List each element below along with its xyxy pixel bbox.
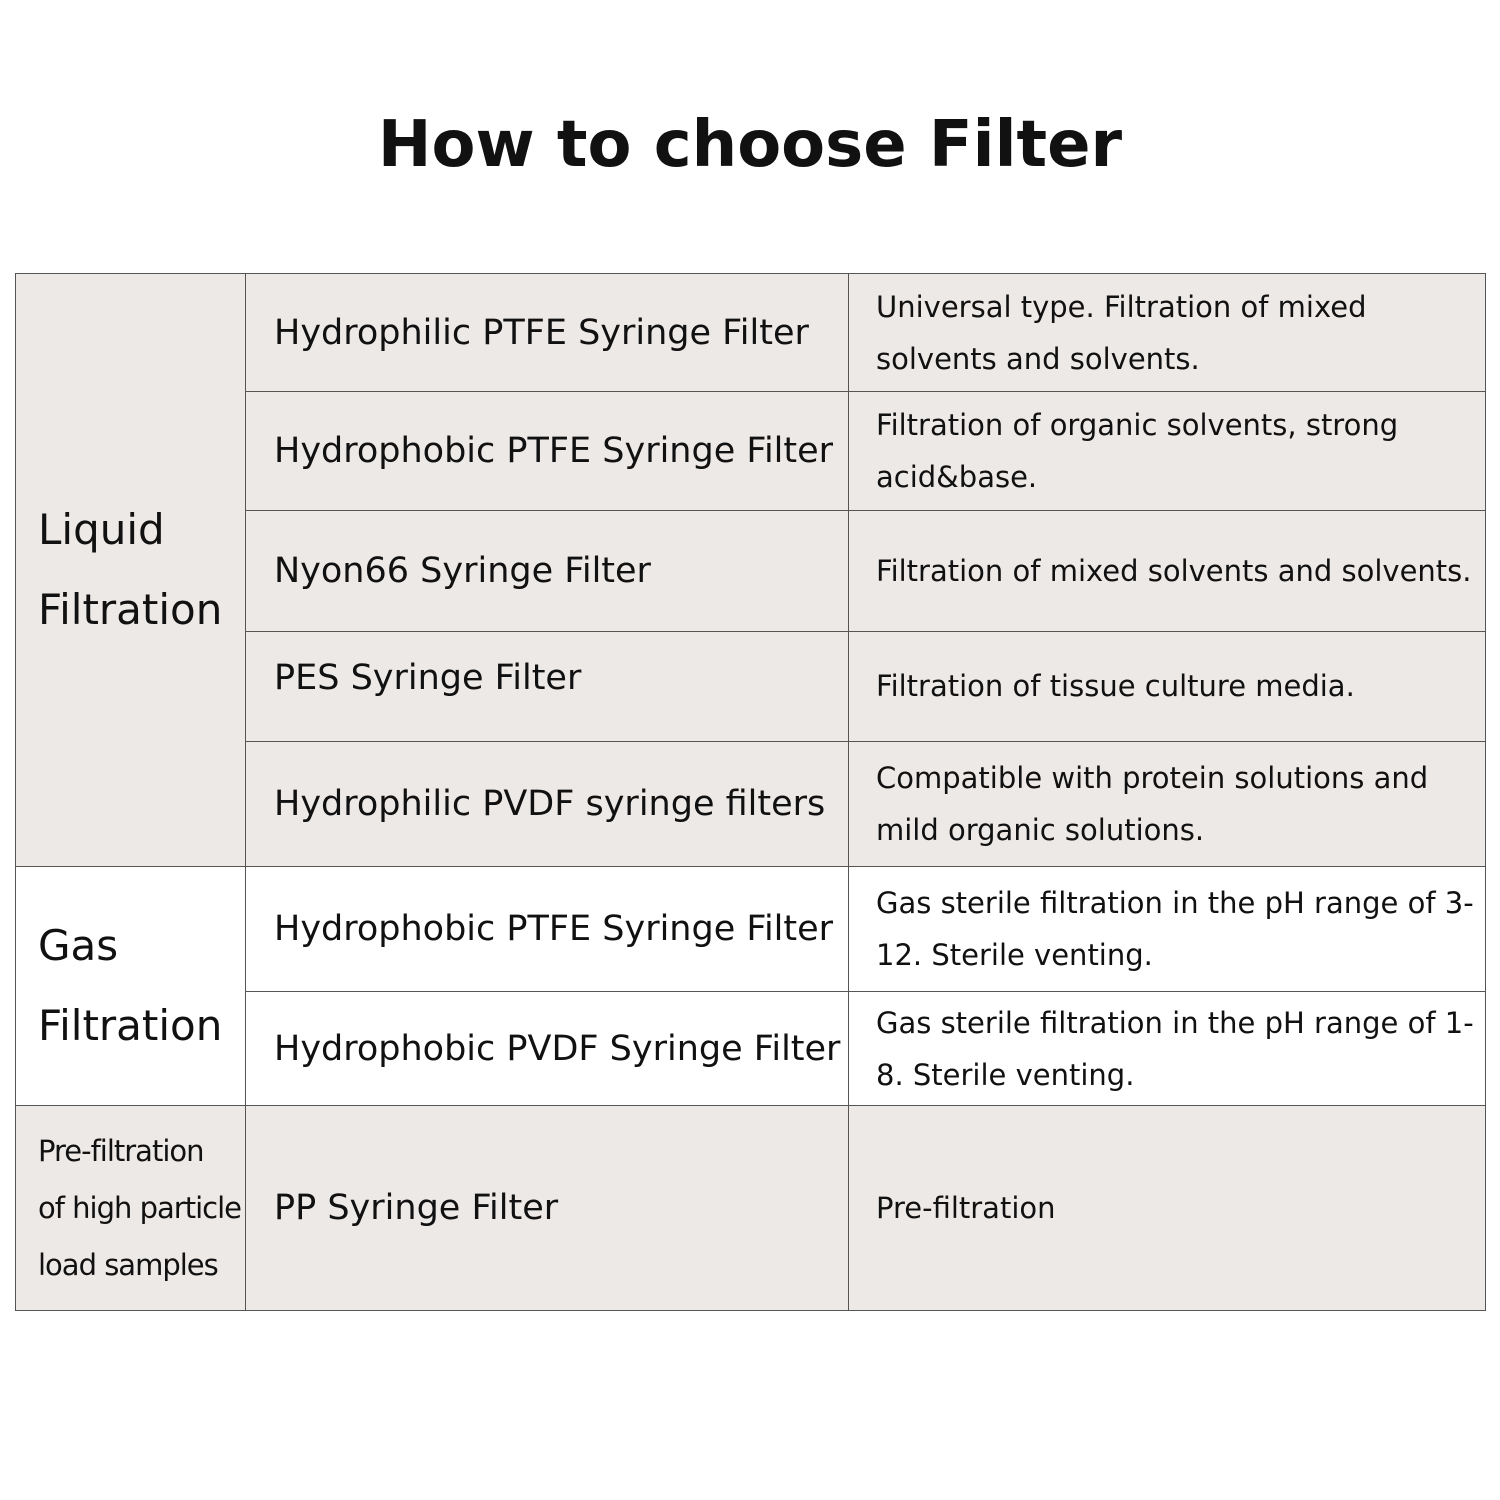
product-name: PES Syringe Filter (246, 632, 849, 742)
group-label-line: Liquid (38, 505, 165, 554)
group-label-line: Filtration (38, 1001, 223, 1050)
product-description: Filtration of mixed solvents and solvents. (849, 511, 1486, 632)
table-row (16, 274, 1486, 392)
product-name: Nyon66 Syringe Filter (246, 511, 849, 632)
product-description: Filtration of organic solvents, strong acid&base. (849, 392, 1486, 511)
product-name: Hydrophobic PTFE Syringe Filter (246, 867, 849, 992)
product-name: PP Syringe Filter (246, 1106, 849, 1311)
group-label-line: Gas (38, 921, 119, 970)
product-name: Hydrophobic PTFE Syringe Filter (246, 392, 849, 511)
product-name: Hydrophobic PVDF Syringe Filter (246, 992, 849, 1106)
group-label-line: Pre-filtration (38, 1133, 204, 1168)
filter-comparison-table (15, 273, 1486, 1311)
product-description: Pre-filtration (849, 1106, 1486, 1311)
product-description: Universal type. Filtration of mixed solvents and solvents. (849, 274, 1486, 392)
group-cell-pre-filtration (16, 1106, 246, 1311)
group-cell-liquid-filtration (16, 274, 246, 867)
product-description: Gas sterile filtration in the pH range of 1-8. Sterile venting. (849, 992, 1486, 1106)
product-description: Filtration of tissue culture media. (849, 632, 1486, 742)
table-row (16, 1106, 1486, 1311)
page-title: How to choose Filter (377, 108, 1123, 182)
product-name: Hydrophilic PTFE Syringe Filter (246, 274, 849, 392)
group-cell-gas-filtration (16, 867, 246, 1106)
product-description: Compatible with protein solutions and mild organic solutions. (849, 742, 1486, 867)
product-description: Gas sterile filtration in the pH range of 3-12. Sterile venting. (849, 867, 1486, 992)
group-label-line: Filtration (38, 585, 223, 634)
table-row (16, 867, 1486, 992)
product-name: Hydrophilic PVDF syringe filters (246, 742, 849, 867)
group-label-line: of high particle (38, 1190, 241, 1225)
group-label-line: load samples (38, 1247, 218, 1282)
